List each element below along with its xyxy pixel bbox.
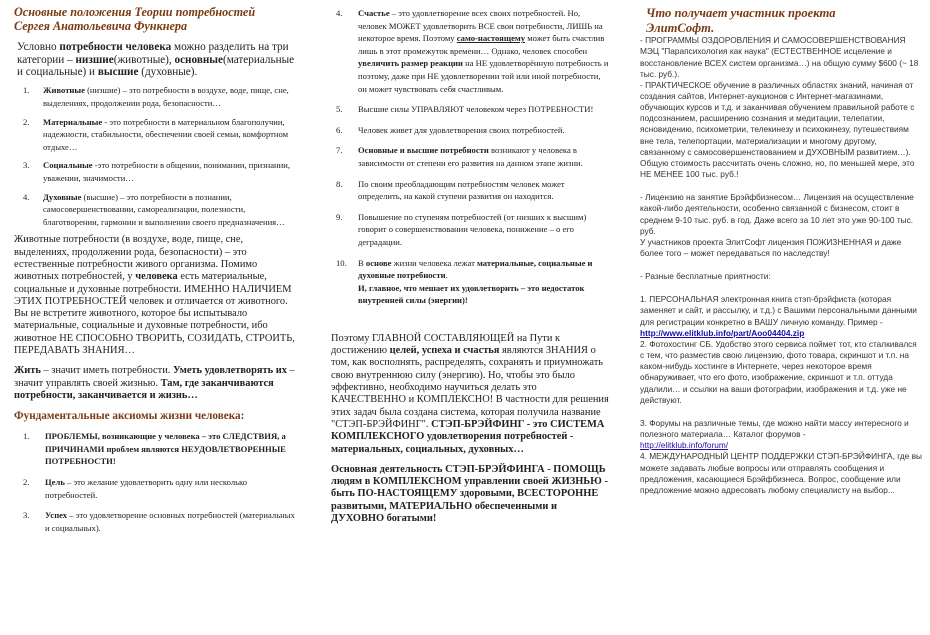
axioms-list (14, 430, 298, 534)
list-item: 4. Духовные (высшие) – это потребности в познании, самосовершенствовании, самореализации, полезности, благотворении, гармонии и выполнении своего предназначения… (23, 191, 285, 227)
list-item: 3. Успех – это удовлетворение основных потребностей (материальных и социальных). (23, 510, 295, 533)
lifetime-license-paragraph: У участников проекта ЭлитСофт лицензия ПОЖИЗНЕННАЯ и даже более того – может передаваться по наследству! (640, 236, 902, 258)
training-paragraph: - ПРАКТИЧЕСКОЕ обучение в различных областях знаний, начиная от создания сайтов, Интернет-аукционов с Интернет-магазинами, обучающих курсов и т.д. и заканчивая обучением правильной работе с подсознанием, расширению сознания и медитации, телепатии, ясновидению, психометрии, телекинезу и психокинезу, путешествиям вне тела, телепортации, материализации и многому другому, связанному с самосовершенствованием и ДУХОВНЫМ развитием…). (640, 79, 915, 157)
programs-paragraph: - ПРОГРАММЫ ОЗДОРОВЛЕНИЯ И САМОСОВЕРШЕНСТВОВАНИЯ МЭЦ "Парапсихология как наука" (ЕСТЕСТВЕННОЕ исцеление и восстановление ВСЕХ систем организма…) на общую сумму $600 (~ 18 тыс. руб.). (640, 35, 919, 79)
column-axioms-cont (328, 0, 610, 525)
list-item: 7. Основные и высшие потребности возникают у человека в зависимости от степени его развития на данном этапе жизни. (336, 145, 583, 168)
forum-catalog-link[interactable]: http://elitklub.info/forum/ (640, 440, 729, 451)
column-participant-benefits (640, 0, 922, 496)
axioms-heading: Фундаментальные аксиомы жизни человека: (14, 410, 245, 423)
benefits-heading: Что получает участник проекта ЭлитСофт. (646, 6, 836, 35)
list-item: 6. Человек живет для удовлетворения своих потребностей. (336, 124, 565, 135)
axioms-list-continued (328, 7, 610, 307)
list-item: 1. Животные (низшие) – это потребности в воздухе, воде, пище, сне, выделениях, продолжении рода, безопасности… (23, 85, 289, 108)
main-activity-paragraph: Основная деятельность СТЭП-БРЭЙФИНГА - ПОМОЩЬ людям в КОМПЛЕКСНОМ управлении своей ЖИЗНЬЮ - быть ПО-НАСТОЯЩЕМУ здоровыми, ВСЕСТОРОННЕ развитыми, МАТЕРИАЛЬНО обеспеченными и ДУХОВНО богатыми! (331, 463, 608, 525)
list-item: 4. Счастье – это удовлетворение всех своих потребностей. Но, человек МОЖЕТ удовлетворить ВСЕ свои потребности, ЛИШЬ на некоторое время. Поэтому само-настоящему может быть счастлив лишь в этот промежуток времени… Однако, человек способен увеличить размер реакции на НЕ удовлетворённую потребность и поэтому, даже при НЕ удовлетворении той или иной потребности, он может чувствовать себя счастливым. (336, 8, 609, 94)
list-item: 8. По своим преобладающим потребностям человек может определить, на какой ступени развития он находится. (336, 178, 565, 202)
column-needs-theory (14, 0, 298, 540)
list-item: 9. Повышение по ступеням потребностей (от низших к высшим) говорит о совершенствовании человека, понижение – о его деградации. (336, 211, 587, 247)
forums-paragraph: 3. Форумы на различные темы, где можно найти массу интересного и полезного материала… Каталог форумов - (640, 417, 909, 440)
live-paragraph: Жить – значит иметь потребности. Уметь удовлетворять их – значит управлять своей жизнью. Там, где заканчиваются потребности, заканчивается и жизнь… (14, 365, 295, 401)
license-paragraph: - Лицензию на занятие Брэйфбизнесом… Лицензия на осуществление какой-либо деятельности, особенно связанной с бизнесом, стоит в среднем 9-10 тыс. руб. в год. Даже всего за 10 лет это уже 90-100 тыс. руб. (640, 192, 914, 236)
intro-paragraph: Условно потребности человека можно разделить на три категории – низшие(животные), основные(материальные и социальные) и высшие (духовные). (17, 41, 295, 78)
needs-list (14, 84, 298, 228)
ebook-example-link[interactable]: http://www.elitklub.info/part/Aoo04404.zip (640, 327, 805, 338)
animal-needs-paragraph: Животные потребности (в воздухе, воде, пище, сне, выделениях, продолжении рода, безопасности) – это естественные потребности живого организма. Помимо животных потребностей, у человека есть материальные, социальные и духовные потребности. ИМЕННО НАЛИЧИЕМ ЭТИХ ПОТРЕБНОСТЕЙ человек и отличается от животного. Вы не встретите животного, которое бы испытывало материальные, социальные и духовные потребности, ибо животное НЕ СПОСОБНО ТВОРИТЬ, СОЗИДАТЬ, СТРОИТЬ, ПЕРЕДАВАТЬ ЗНАНИЯ… (14, 234, 295, 357)
list-item: 1. ПРОБЛЕМЫ, возникающие у человека – это СЛЕДСТВИЯ, а ПРИЧИНАМИ проблем являются НЕУДОВЛЕТВОРЕННЫЕ ПОТРЕБНОСТИ! (23, 431, 286, 467)
main-component-paragraph: Поэтому ГЛАВНОЙ СОСТАВЛЯЮЩЕЙ на Пути к достижению целей, успеха и счастья являются ЗНАНИЯ о том, как восполнять, распределять, сохранять и приумножать свою внутреннюю силу (энергию). Но, чтобы это было эффективно, необходимо научиться делать это КАЧЕСТВЕННО и КОМПЛЕКСНО! В частности для решения этих задач была создана система, которая получила название "СТЭП-БРЭЙФИНГ". СТЭП-БРЭЙФИНГ - это СИСТЕМА КОМПЛЕКСНОГО удовлетворения потребностей - материальных, социальных, духовных… (331, 332, 609, 455)
list-item: 2. Цель – это желание удовлетворить одну или несколько потребностей. (23, 476, 248, 500)
list-item: 2. Материальные - это потребности в материальном благополучии, надежности, стабильности, обеспечении своей семьи, комфортном отдыхе… (23, 116, 289, 152)
section-heading-theory: Основные положения Теории потребностей Сергея Анатольевича Функнера (14, 5, 256, 33)
support-center-paragraph: 4. МЕЖДУНАРОДНЫЙ ЦЕНТР ПОДДЕРЖКИ СТЭП-БРЭЙФИНГА, где вы можете задавать любые вопросы или отправлять сообщения и предложения, касающиеся Брэйфбизнеса. Вопрос, сообщение или предложение можно адресовать любому специалисту на выбор... (640, 451, 922, 495)
list-item: 10. В основе жизни человека лежат материальные, социальные и духовные потребности. И, главное, что мешает их удовлетворить – это недостаток внутренней силы (энергии)! (336, 257, 593, 306)
list-item: 5. Высшие силы УПРАВЛЯЮТ человеком через ПОТРЕБНОСТИ! (336, 104, 594, 115)
ebook-paragraph: 1. ПЕРСОНАЛЬНАЯ электронная книга стэп-брэйфиста (которая заменяет и сайт, и рассылку, и т.д.) с Вашими персональными данными для регистрации конкретно в ВАШУ личную команду. Пример - http://www.elitklub.info/part/Aoo04404.zip (640, 294, 917, 338)
benefits-body (640, 35, 922, 496)
list-item: 3. Социальные -это потребности в общении, понимании, признании, уважении, значимости… (23, 160, 290, 183)
free-extras-paragraph: - Разные бесплатные приятности: (640, 271, 771, 282)
photohosting-paragraph: 2. Фотохостинг СБ. Удобство этого сервиса поймет тот, кто сталкивался с тем, что разместив свою лицензию, фото товара, скриншот и т.п. на каком-нибудь хостинге в Интернете, через некоторое время обнаруживает, что его фото, изображение, скриншот и т.п. оттуда удалили… и ссылки на ваши фотографии, изображения и т.д. уже не действуют. (640, 338, 917, 405)
total-cost-paragraph: Общую стоимость рассчитать очень сложно, но, по меньшей мере, это НЕ МЕНЕЕ 100 тыс. руб.! (640, 157, 915, 180)
